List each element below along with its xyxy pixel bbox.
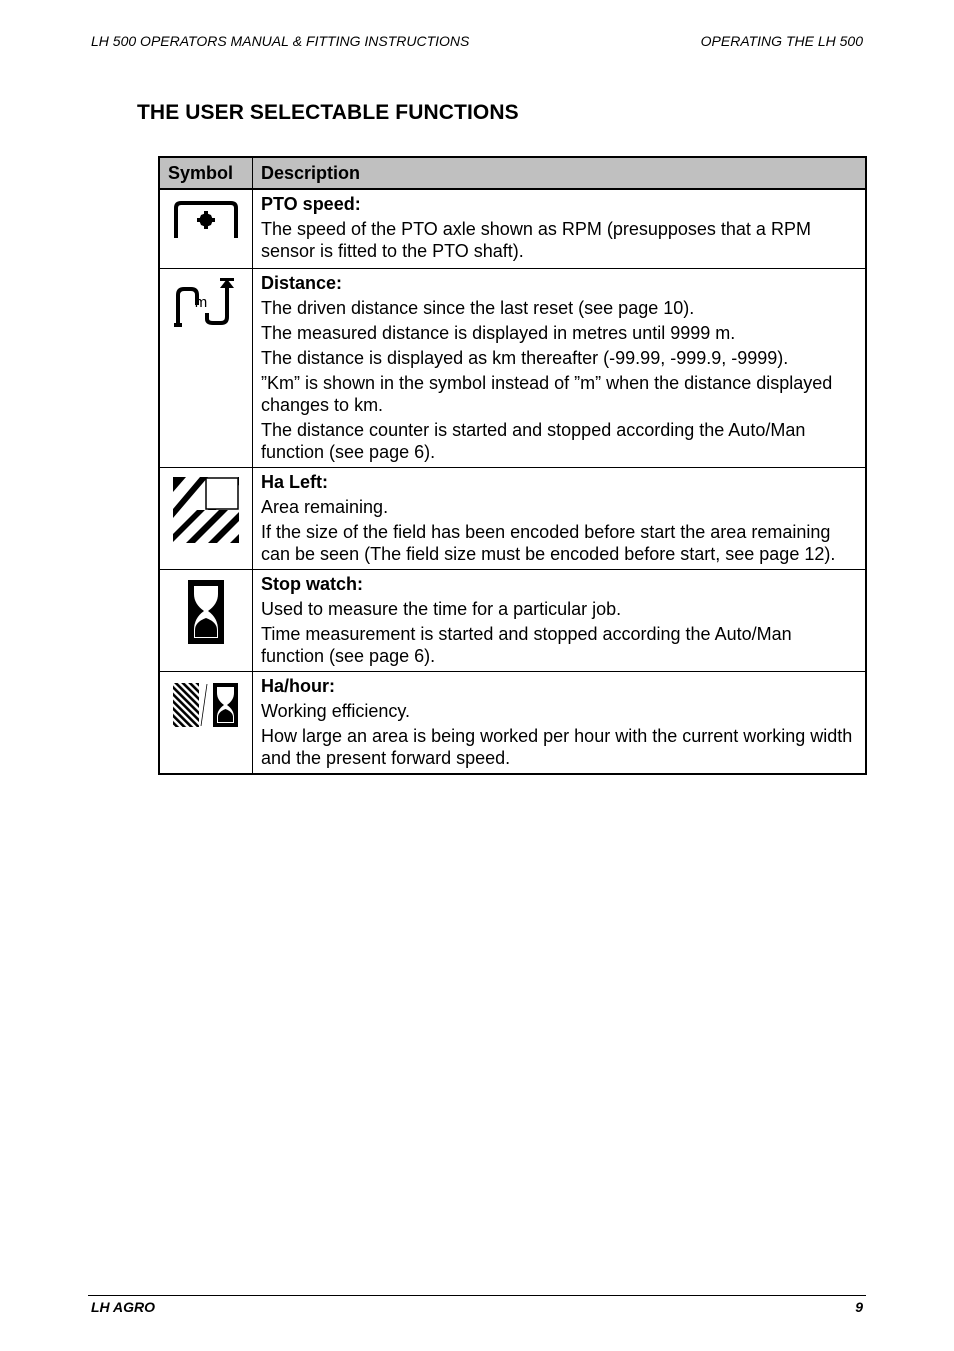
- function-title: Ha Left:: [261, 472, 328, 492]
- description-cell: [253, 570, 867, 672]
- distance-unit-text: m: [194, 294, 208, 311]
- stop-watch-icon: [186, 578, 226, 646]
- footer-company-text: LH A: [91, 1299, 124, 1315]
- function-paragraph: ”Km” is shown in the symbol instead of ”m” when the distance displayed changes to km.: [261, 373, 833, 415]
- function-paragraph: Area remaining.: [261, 497, 389, 517]
- table-row: [159, 269, 866, 468]
- header-left-text: ANUAL: [242, 33, 289, 49]
- running-header-right: [701, 33, 863, 49]
- description-cell: [253, 468, 867, 570]
- symbol-cell: [159, 672, 253, 775]
- ha-left-icon: [172, 476, 240, 544]
- header-left-text: & F: [288, 33, 315, 49]
- page-number: 9: [855, 1299, 863, 1315]
- function-title: Stop watch:: [261, 574, 363, 594]
- function-paragraph: Working efficiency.: [261, 701, 411, 721]
- table-row: [159, 468, 866, 570]
- function-paragraph: How large an area is being worked per hour with the current working width and the present forward speed.: [261, 726, 853, 768]
- header-left-text: M: [226, 33, 243, 49]
- header-right-text: LH 500: [813, 33, 863, 49]
- header-right-text: PERATING THE: [711, 33, 814, 49]
- functions-table: [158, 156, 867, 775]
- running-header-left: [91, 33, 469, 49]
- distance-icon: [171, 277, 241, 329]
- section-title: THE USER SELECTABLE FUNCTIONS: [137, 101, 519, 124]
- footer-rule: [88, 1295, 866, 1296]
- pto-speed-icon: [172, 198, 240, 242]
- footer-company: [91, 1299, 155, 1315]
- description-cell: [253, 269, 867, 468]
- function-paragraph: If the size of the field has been encoded before start the area remaining can be seen (The field size must be encoded before start, see page 12).: [261, 522, 836, 564]
- table-header-row: [159, 157, 866, 189]
- symbol-column-header: Symbol: [159, 157, 253, 189]
- function-paragraph: The measured distance is displayed in metres until 9999 m.: [261, 323, 736, 343]
- header-left-text: ITTING: [314, 33, 361, 49]
- description-cell: [253, 672, 867, 775]
- footer-company-text: GRO: [123, 1299, 156, 1315]
- function-paragraph: The speed of the PTO axle shown as RPM (presupposes that a RPM sensor is fitted to the PTO shaft).: [261, 219, 811, 261]
- function-title: Ha/hour:: [261, 676, 335, 696]
- function-paragraph: The distance counter is started and stopped according the Auto/Man function (see page 6).: [261, 420, 806, 462]
- function-title: PTO speed:: [261, 194, 361, 214]
- header-left-text: I: [360, 33, 369, 49]
- function-paragraph: The driven distance since the last reset (see page 10).: [261, 298, 695, 318]
- function-paragraph: The distance is displayed as km thereafter (-99.99, -999.9, -9999).: [261, 348, 789, 368]
- function-title: Distance:: [261, 273, 343, 293]
- header-left-text: NSTRUCTIONS: [368, 33, 470, 49]
- table-row: [159, 189, 866, 269]
- table-row: [159, 672, 866, 775]
- header-left-text: PERATORS: [150, 33, 227, 49]
- symbol-cell: [159, 570, 253, 672]
- ha-hour-icon: [171, 680, 241, 730]
- description-column-header: Description: [253, 157, 867, 189]
- description-cell: [253, 189, 867, 269]
- function-paragraph: Used to measure the time for a particular job.: [261, 599, 622, 619]
- symbol-cell: [159, 468, 253, 570]
- function-paragraph: Time measurement is started and stopped according the Auto/Man function (see page 6).: [261, 624, 792, 666]
- symbol-cell: [159, 189, 253, 269]
- table-row: [159, 570, 866, 672]
- symbol-cell: [159, 269, 253, 468]
- header-right-text: O: [700, 33, 712, 49]
- header-left-text: LH 500 O: [91, 33, 151, 49]
